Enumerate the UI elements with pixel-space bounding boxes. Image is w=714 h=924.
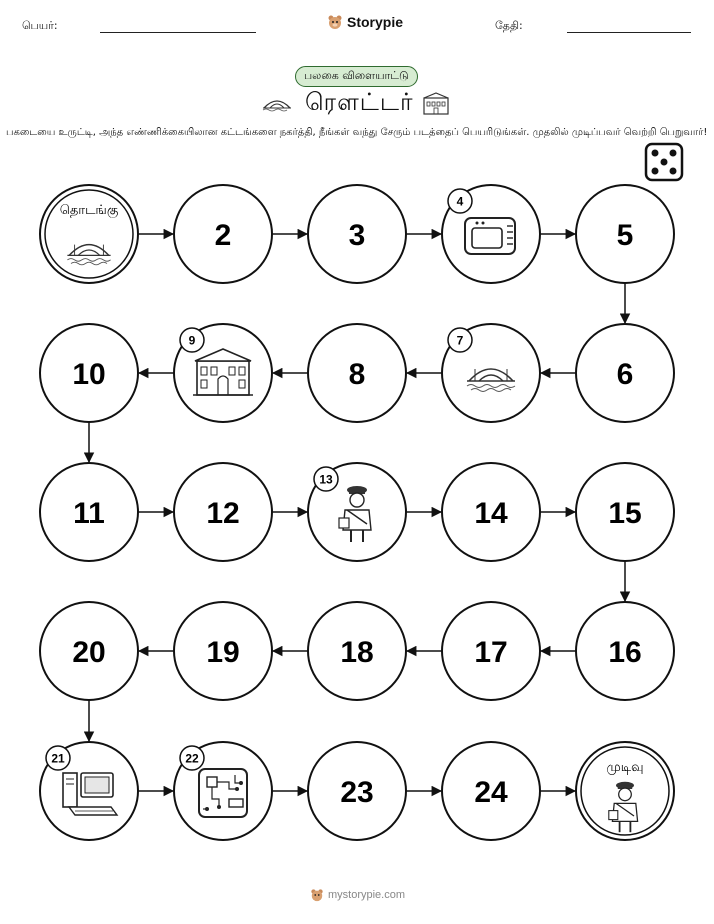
board-cell-4[interactable]: [442, 185, 540, 283]
cell-number: 24: [474, 776, 508, 809]
board-cell-24[interactable]: [442, 742, 540, 840]
cell-number: 17: [474, 636, 508, 669]
board-cell-20[interactable]: [40, 602, 138, 700]
board-cell-10[interactable]: [40, 324, 138, 422]
cell-number: 3: [348, 219, 366, 252]
date-label: தேதி:: [495, 19, 523, 32]
cell-badge-number: 4: [456, 194, 464, 209]
footer-url: mystorypie.com: [328, 889, 406, 901]
board-cell-22[interactable]: [174, 742, 272, 840]
board-cell-3[interactable]: [308, 185, 406, 283]
cell-badge-number: 21: [51, 751, 65, 766]
cell-number: 12: [206, 497, 240, 530]
board-cell-21[interactable]: [40, 742, 138, 840]
bear-mascot-icon: [310, 888, 324, 902]
board-cell-2[interactable]: [174, 185, 272, 283]
cell-number: 23: [340, 776, 374, 809]
game-tag: பலகை விளையாட்டு: [295, 66, 418, 87]
board-cell-8[interactable]: [308, 324, 406, 422]
cell-number: 18: [340, 636, 374, 669]
board-cell-9[interactable]: [174, 324, 272, 422]
cell-number: 16: [608, 636, 642, 669]
board-cell-12[interactable]: [174, 463, 272, 561]
board-cell-23[interactable]: [308, 742, 406, 840]
cell-number: 5: [616, 219, 634, 252]
oven-icon: [465, 218, 515, 254]
cell-number: 8: [348, 358, 366, 391]
cell-number: 2: [214, 219, 232, 252]
board-cell-16[interactable]: [576, 602, 674, 700]
board-cell-6[interactable]: [576, 324, 674, 422]
cell-badge-number: 7: [456, 333, 464, 348]
cell-label: முடிவு: [606, 760, 644, 775]
cell-number: 15: [608, 497, 642, 530]
board-cell-15[interactable]: [576, 463, 674, 561]
computer-icon: [63, 773, 117, 815]
board-cell-end[interactable]: [576, 742, 674, 840]
name-label: பெயர்:: [22, 19, 58, 32]
cell-number: 11: [73, 497, 105, 530]
cell-number: 14: [474, 497, 508, 530]
cell-number: 6: [616, 358, 634, 391]
board-cell-7[interactable]: [442, 324, 540, 422]
footer[interactable]: [310, 888, 405, 902]
circuit-board-icon: [199, 769, 247, 817]
board-cell-14[interactable]: [442, 463, 540, 561]
board-cell-19[interactable]: [174, 602, 272, 700]
board-cell-18[interactable]: [308, 602, 406, 700]
board-cell-5[interactable]: [576, 185, 674, 283]
cell-badge-number: 13: [319, 472, 333, 487]
cell-badge-number: 9: [188, 333, 196, 348]
cell-number: 20: [72, 636, 106, 669]
cell-badge-number: 22: [185, 751, 199, 766]
game-title: ரெளட்டர்: [305, 88, 414, 116]
cell-number: 19: [206, 636, 240, 669]
brand-name: Storypie: [347, 14, 404, 30]
instructions: பகடையை உருட்டி, அந்த எண்ணிக்கையிலான கட்டங்களை நகர்த்தி, நீங்கள் வந்து சேரும் படத்தைப் பெயரிடுங்கள். முதலில் முடிப்பவர் வெற்றி பெறுவார்!: [6, 127, 708, 138]
board-cell-start[interactable]: [40, 185, 138, 283]
board-cell-11[interactable]: [40, 463, 138, 561]
board-cell-17[interactable]: [442, 602, 540, 700]
cell-number: 10: [72, 358, 106, 391]
cell-label: தொடங்கு: [59, 203, 119, 218]
board-cell-13[interactable]: [308, 463, 406, 561]
